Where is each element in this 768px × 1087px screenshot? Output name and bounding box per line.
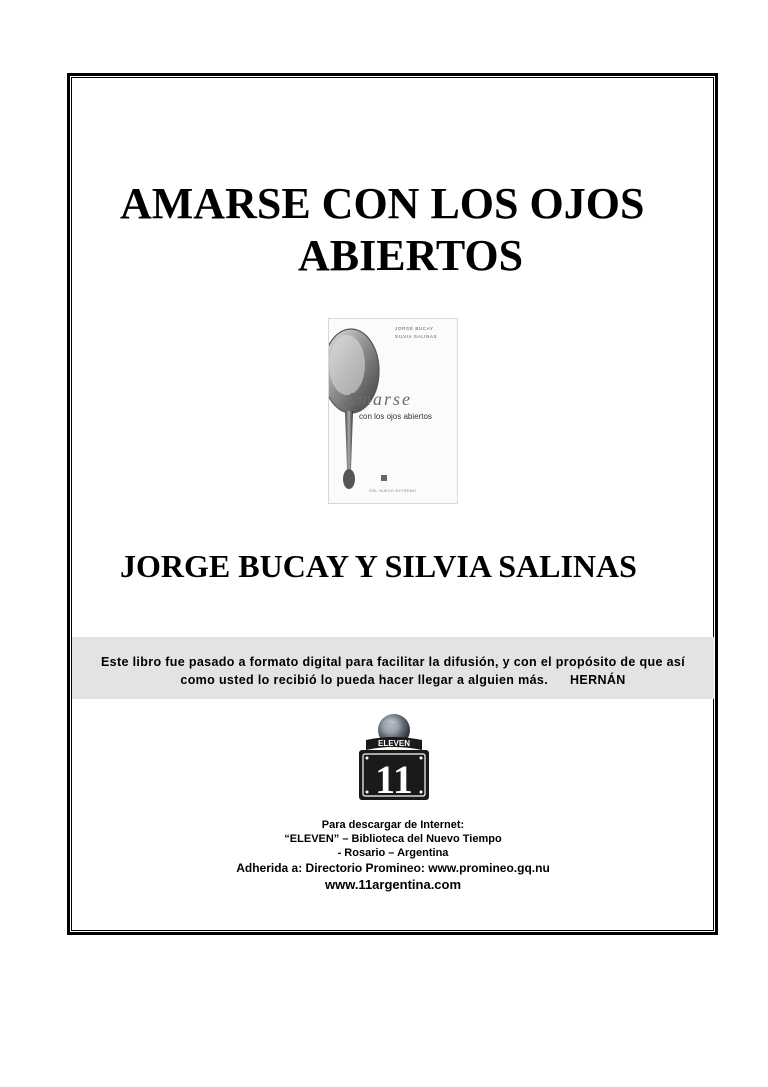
footer-line3: - Rosario – Argentina [337, 847, 449, 859]
eleven-globe-icon [356, 710, 432, 806]
authors-heading: JORGE BUCAY Y SILVIA SALINAS [120, 548, 637, 584]
notice-signature: HERNÁN [570, 673, 626, 687]
eleven-logo [356, 710, 432, 806]
cover-author-2: SILVIA SALINAS [395, 334, 438, 339]
book-title-line2: ABIERTOS [298, 231, 524, 280]
book-title [80, 178, 730, 282]
footer-website-link[interactable]: www.11argentina.com [324, 877, 462, 892]
logo-number: 11 [375, 757, 413, 802]
cover-publisher: DEL NUEVO EXTREMO [369, 489, 417, 493]
footer-line4: Adherida a: Directorio Promineo: www.promineo.gq.nu [236, 861, 550, 875]
footer-line2: “ELEVEN” – Biblioteca del Nuevo Tiempo [284, 833, 502, 845]
download-info [72, 818, 714, 894]
notice-line1: Este libro fue pasado a formato digital para facilitar la difusión, y con el propósito de que así [100, 655, 686, 669]
cover-authors [395, 325, 445, 341]
notice-line2 [72, 671, 714, 689]
book-cover-image [328, 318, 458, 504]
cover-author-1: JORGE BUCAY [395, 326, 434, 331]
cover-title: Amarse [345, 389, 412, 409]
digitization-notice [72, 637, 714, 699]
notice-line2-text: como usted lo recibió lo pueda hacer llegar a alguien más. [180, 673, 549, 687]
footer-line1: Para descargar de Internet: [321, 819, 465, 831]
cover-subtitle: con los ojos abiertos [359, 412, 432, 421]
logo-word: ELEVEN [377, 739, 411, 748]
book-title-line1: AMARSE CON LOS OJOS [120, 179, 645, 228]
